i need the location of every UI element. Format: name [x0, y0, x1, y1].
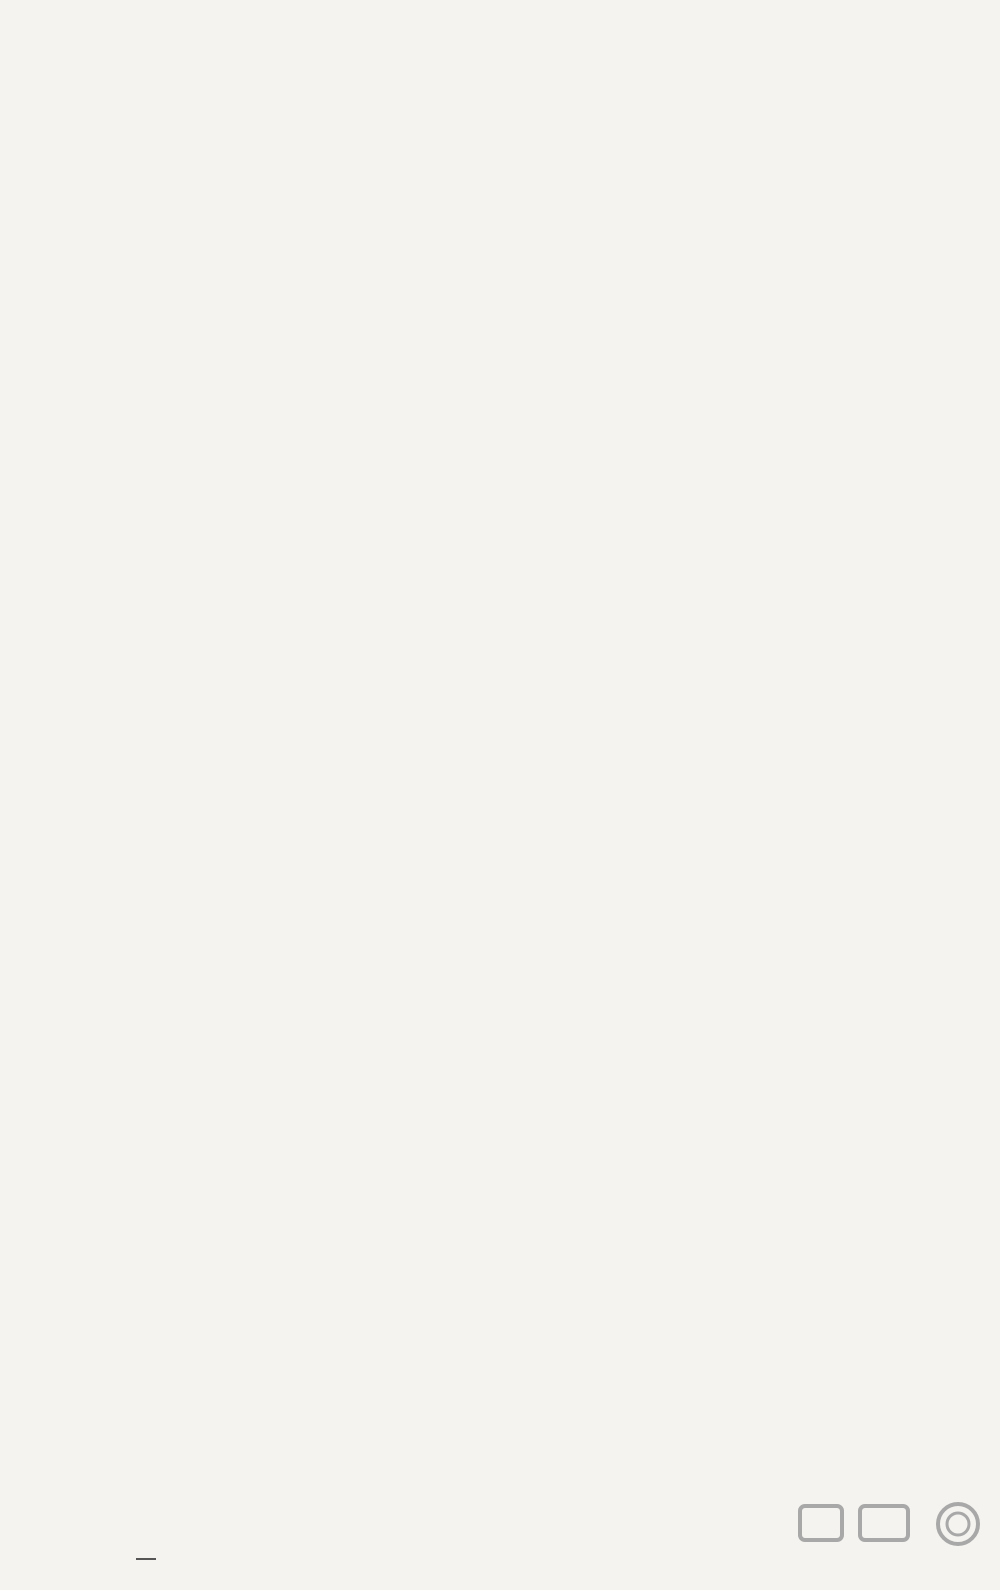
watermark-logo [782, 1500, 982, 1570]
bottom-rule [136, 1558, 156, 1560]
